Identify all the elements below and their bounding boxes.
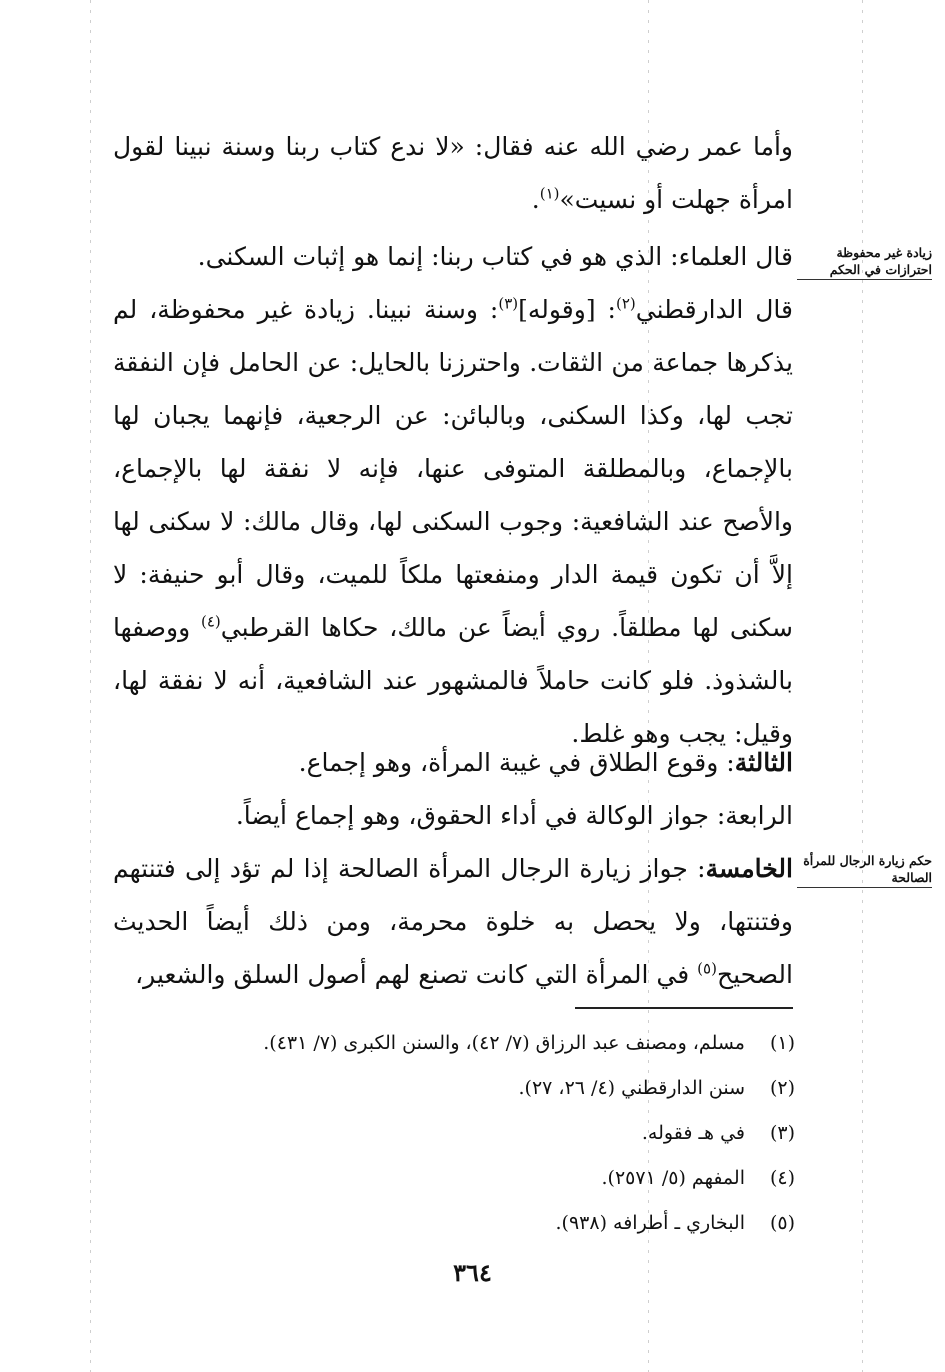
footnote-divider xyxy=(575,1007,793,1009)
footnote-ref-4: (٤) xyxy=(200,612,221,631)
footnote-text: البخاري ـ أطرافه (٩٣٨). xyxy=(555,1212,745,1234)
point-fourth: الرابعة: جواز الوكالة في أداء الحقوق، وهو إجماع أيضاً. xyxy=(235,801,793,830)
point-fifth xyxy=(113,842,793,1001)
umar-quote: وأما عمر رضي الله عنه فقال: «لا ندع كتاب ربنا وسنة نبينا لقول امرأة جهلت أو نسيت»$^{(١)}$. xyxy=(113,132,793,214)
margin-note-unpreserved-addition: زيادة غير محفوظة احترازات في الحكم xyxy=(797,244,932,280)
footnote-number: (٢) xyxy=(769,1077,795,1099)
footnote-3 xyxy=(175,1111,795,1156)
footnote-4 xyxy=(175,1156,795,1201)
umar-quote-text: وأما عمر رضي الله عنه فقال: «لا ندع كتاب ربنا وسنة نبينا لقول امرأة جهلت أو نسيت» xyxy=(113,132,793,214)
footnote-ref-3: (٣) xyxy=(498,294,519,313)
numbered-points xyxy=(113,736,793,1001)
point-third-lead: الثالثة xyxy=(734,748,793,777)
footnote-text: المفهم (٥/ ٢٥٧١). xyxy=(601,1167,745,1189)
daraqutni-text-2: : [وقوله] xyxy=(518,295,616,324)
main-discussion xyxy=(113,230,793,760)
margin-note-visiting-ruling: حكم زيارة الرجال للمرأة الصالحة xyxy=(797,852,932,888)
footnote-number: (٣) xyxy=(769,1122,795,1144)
footnotes-list xyxy=(175,1021,795,1246)
footnote-text: في هـ فقوله. xyxy=(641,1122,745,1144)
page-number: ٣٦٤ xyxy=(453,1258,492,1287)
footnote-number: (١) xyxy=(769,1032,795,1054)
daraqutni-text-4: ووصفها بالشذوذ. فلو كانت حاملاً فالمشهور عند الشافعية، أنه لا نفقة لها، وقيل: يجب وهو غلط. xyxy=(113,613,793,748)
daraqutni-paragraph xyxy=(113,283,793,760)
footnote-ref-2: (٢) xyxy=(615,294,636,313)
footnote-number: (٤) xyxy=(769,1167,795,1189)
point-fifth-lead: الخامسة xyxy=(705,854,793,883)
footnote-text: مسلم، ومصنف عبد الرزاق (٧/ ٤٢)، والسنن الكبرى (٧/ ٤٣١). xyxy=(263,1032,745,1054)
scholars-paragraph: قال العلماء: الذي هو في كتاب ربنا: إنما هو إثبات السكنى. xyxy=(197,242,793,271)
footnote-1 xyxy=(175,1021,795,1066)
daraqutni-text-1: قال الدارقطني xyxy=(635,295,793,324)
footnote-ref-5: (٥) xyxy=(697,959,717,978)
footnote-2 xyxy=(175,1066,795,1111)
point-fifth-tail: في المرأة التي كانت تصنع لهم أصول السلق والشعير، xyxy=(135,960,698,989)
quote-paragraph xyxy=(113,120,793,226)
daraqutni-text-3: : وسنة نبينا. زيادة غير محفوظة، لم يذكرها جماعة من الثقات. واحترزنا بالحايل: عن الحامل فإن النفقة تجب لها، وكذا السكنى، وبالبائن: عن الرجعية، فإنهما يجبان لها بالإجماع، وبالمطلقة المتوفى عنها، فإنه لا نفقة لها بالإجماع، والأصح عند الشافعية: وجوب السكنى لها، وقال مالك: لا سكنى لها إلاَّ أن تكون قيمة الدار ومنفعتها ملكاً للميت، وقال أبو حنيفة: لا سكنى لها مطلقاً. روي أيضاً عن مالك، حكاها القرطبي xyxy=(113,295,793,642)
point-fifth-text: : جواز زيارة الرجال المرأة الصالحة إذا لم تؤد إلى فتنتهم وفتنتها، ولا يحصل به خلوة محرمة، ومن ذلك أيضاً الحديث الصحيح xyxy=(113,854,793,989)
footnote-number: (٥) xyxy=(769,1212,795,1234)
footnote-text: سنن الدارقطني (٤/ ٢٦، ٢٧). xyxy=(518,1077,745,1099)
point-third xyxy=(113,736,793,789)
footnote-5 xyxy=(175,1201,795,1246)
footnote-ref-1: (١) xyxy=(539,184,560,203)
point-third-text: : وقوع الطلاق في غيبة المرأة، وهو إجماع. xyxy=(298,748,735,777)
